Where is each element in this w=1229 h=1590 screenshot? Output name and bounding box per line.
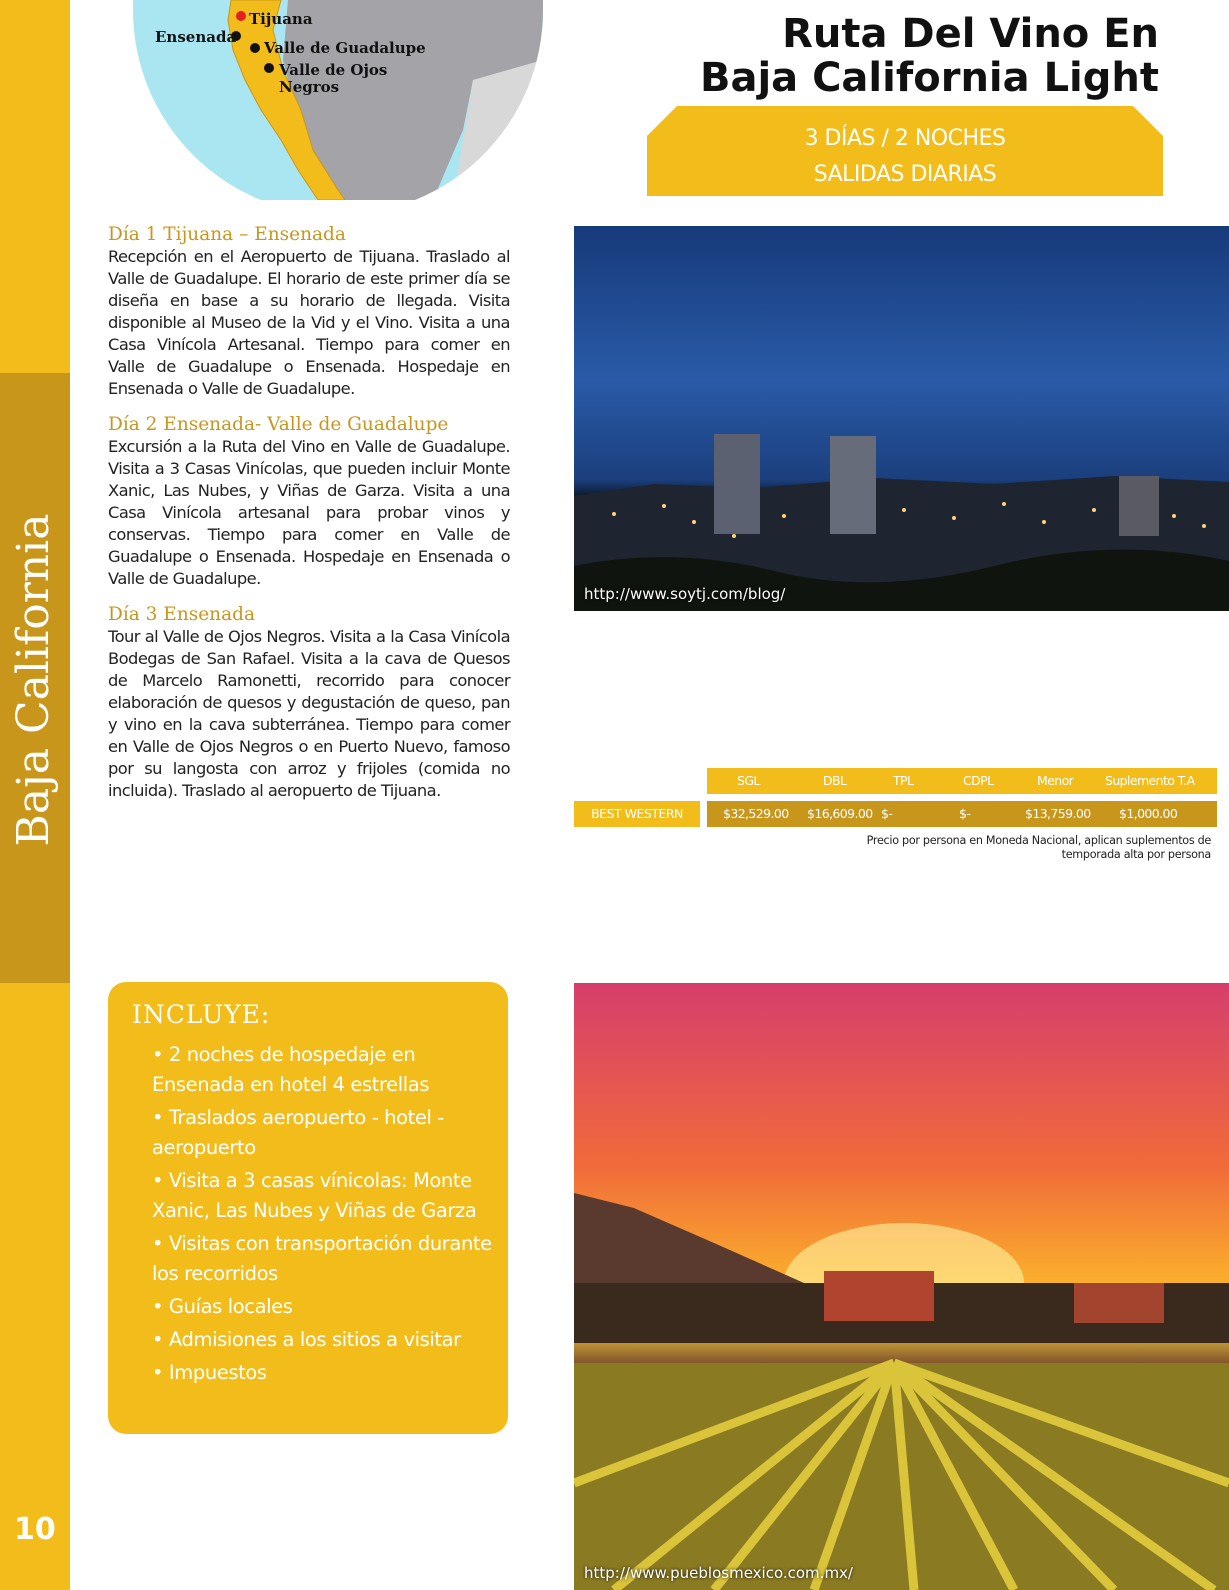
- includes-box: [108, 982, 508, 1434]
- header-menor: Menor: [1037, 773, 1074, 788]
- day-title: Día 3 Ensenada: [108, 604, 255, 625]
- list-item: • 2 noches de hospedaje en Ensenada en hotel 4 estrellas: [152, 1043, 430, 1096]
- photo-credit: http://www.soytj.com/blog/: [584, 585, 786, 603]
- includes-title: INCLUYE:: [132, 1000, 271, 1029]
- map-label-ensenada: Ensenada: [155, 28, 237, 46]
- duration-banner: [647, 106, 1163, 196]
- header-tpl: TPL: [893, 773, 914, 788]
- list-item: • Guías locales: [152, 1295, 293, 1318]
- price-sgl: $32,529.00: [723, 806, 789, 821]
- tower-right: [830, 436, 876, 534]
- map-marker-guadalupe: [250, 43, 260, 53]
- tijuana-night-photo: [574, 226, 1229, 611]
- page-number: 10: [14, 1512, 56, 1547]
- list-item: • Traslados aeropuerto - hotel - aeropuerto: [152, 1106, 444, 1159]
- itinerary: [108, 224, 510, 816]
- day-description: Excursión a la Ruta del Vino en Valle de Guadalupe. Visita a 3 Casas Vinícolas, que pueden incluir Monte Xanic, Las Nubes, y Viñas de Garza. Visita a una Casa Vinícola artesanal para probar vinos y conservas. Tiempo para comer en Valle de Guadalupe o Ensenada. Hospedaje en Ensenada o Valle de Guadalupe.: [108, 437, 510, 588]
- header-suplemento: Suplemento T.A: [1105, 773, 1195, 788]
- list-item: • Visitas con transportación durante los recorridos: [152, 1232, 492, 1285]
- side-band: [0, 0, 70, 1590]
- header-cdpl: CDPL: [963, 773, 994, 788]
- price-cdpl: $-: [959, 806, 971, 821]
- includes-list: [152, 1040, 492, 1391]
- photo-credit: http://www.pueblosmexico.com.mx/: [584, 1564, 853, 1582]
- price-row: [574, 801, 1217, 827]
- map-label-negros: Negros: [279, 78, 340, 96]
- map-label-valle-guadalupe: Valle de Guadalupe: [264, 39, 426, 57]
- hotel-name: BEST WESTERN: [574, 801, 700, 827]
- list-item: • Visita a 3 casas vínicolas: Monte Xanic, Las Nubes y Viñas de Garza: [152, 1169, 477, 1222]
- day-title: Día 1 Tijuana – Ensenada: [108, 224, 346, 245]
- list-item: • Admisiones a los sitios a visitar: [152, 1328, 461, 1351]
- price-dbl: $16,609.00: [807, 806, 873, 821]
- region-map: [133, 0, 543, 200]
- map-label-tijuana: Tijuana: [249, 10, 313, 28]
- day-description: Tour al Valle de Ojos Negros. Visita a la Casa Vinícola Bodegas de San Rafael. Visita a la cava de Quesos de Marcelo Ramonetti, recorrido para conocer elaboración de quesos y degustación de queso, pan y vino en la cava subterránea. Tiempo para comer en Valle de Ojos Negros o en Puerto Nuevo, famoso por su langosta con arroz y frijoles (comida no incluida). Traslado al aeropuerto de Tijuana.: [108, 627, 510, 800]
- price-table-header: [707, 768, 1217, 794]
- page-title-line1: Ruta Del Vino En: [782, 11, 1159, 57]
- price-menor: $13,759.00: [1025, 806, 1091, 821]
- price-note-line1: Precio por persona en Moneda Nacional, aplican suplementos de: [866, 834, 1211, 847]
- itinerary-day-2: [108, 414, 510, 590]
- banner-departures: SALIDAS DIARIAS: [813, 162, 997, 187]
- page-title: [700, 12, 1159, 100]
- side-title: Baja California: [8, 513, 59, 847]
- page-title-line2: Baja California Light: [699, 55, 1159, 101]
- itinerary-day-1: [108, 224, 510, 400]
- map-marker-tijuana: [236, 11, 246, 21]
- price-suplemento: $1,000.00: [1119, 806, 1178, 821]
- day-description: Recepción en el Aeropuerto de Tijuana. Traslado al Valle de Guadalupe. El horario de este primer día se diseña en base a su horario de llegada. Visita disponible al Museo de la Vid y el Vino. Visita a una Casa Vinícola Artesanal. Tiempo para comer en Valle de Guadalupe o Ensenada. Hospedaje en Ensenada o Valle de Guadalupe.: [108, 247, 510, 398]
- price-values: [707, 801, 1217, 827]
- price-note-line2: temporada alta por persona: [1061, 848, 1211, 861]
- tower-left: [714, 434, 760, 534]
- vineyard-sunset-photo: [574, 983, 1229, 1590]
- price-note: [780, 834, 1211, 862]
- banner-duration: 3 DÍAS / 2 NOCHES: [804, 126, 1006, 151]
- header-sgl: SGL: [737, 773, 760, 788]
- map-label-valle-ojos: Valle de Ojos: [279, 61, 388, 79]
- day-title: Día 2 Ensenada- Valle de Guadalupe: [108, 414, 449, 435]
- map-marker-ojos-negros: [264, 63, 274, 73]
- itinerary-day-3: [108, 604, 510, 802]
- price-tpl: $-: [881, 806, 893, 821]
- list-item: • Impuestos: [152, 1361, 267, 1384]
- header-dbl: DBL: [823, 773, 847, 788]
